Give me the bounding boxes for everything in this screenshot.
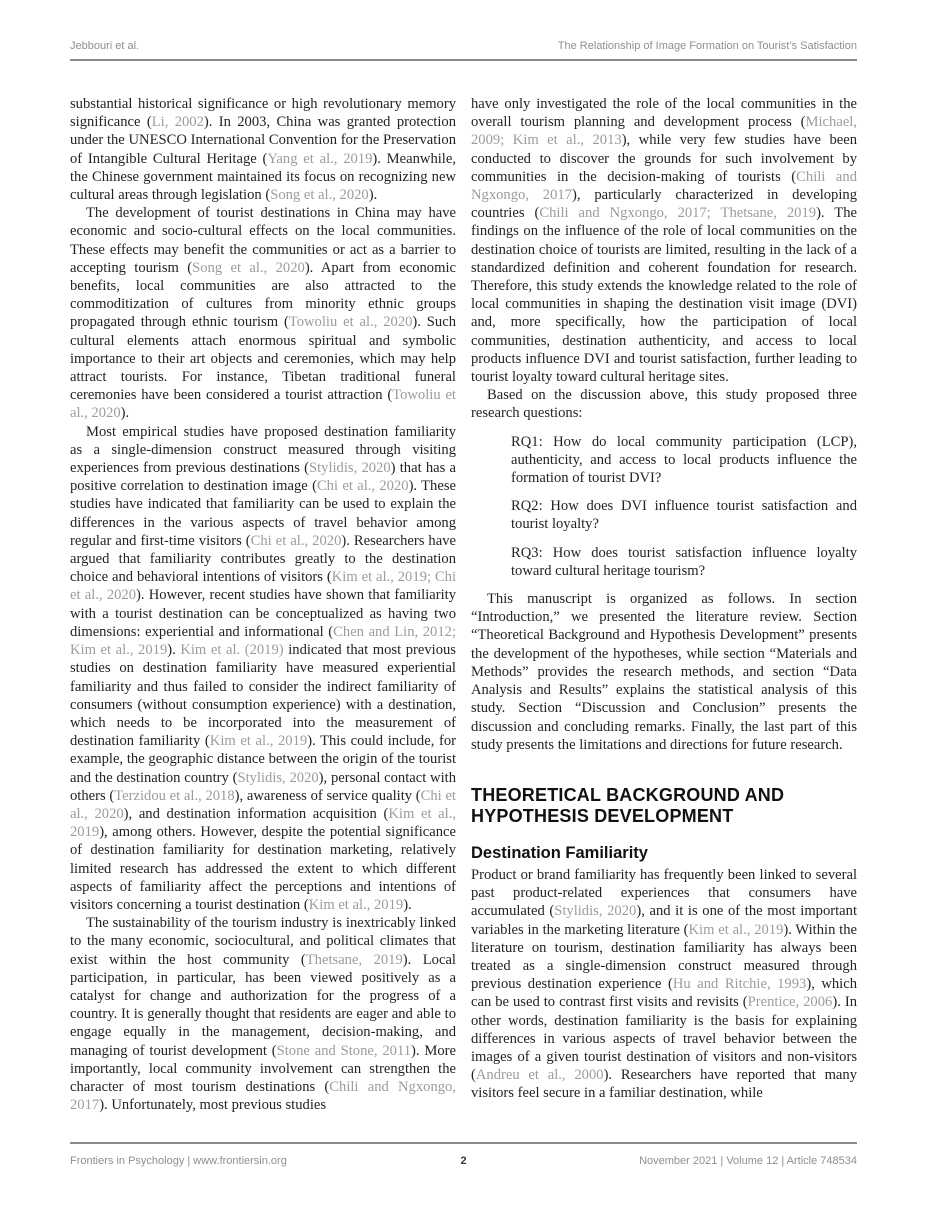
body-paragraph: The development of tourist destinations in China may have economic and socio-cultural effects on the local communities. These effects may benefit the communities or act as a barrier to accepting tourism (Song et al., 2020). Apart from economic benefits, local communities are also attracted to the commoditization of cultures from minority ethnic groups propagated through ethnic tourism (Towoliu et al., 2020). Such cultural elements attach enormous spiritual and symbolic importance to their art objects and ceremonies, which may help attract tourists. For instance, Tibetan traditional funeral ceremonies have been considered a tourist attraction (Towoliu et al., 2020). [70,205,456,422]
citation-link[interactable]: Kim et al., 2019; Chi et al., 2020 [70,569,456,604]
body-paragraph: Based on the discussion above, this study proposed three research questions: [471,387,857,422]
citation-link[interactable]: Michael, 2009; Kim et al., 2013 [471,114,857,149]
body-paragraph: Product or brand familiarity has frequently been linked to several past product-related experiences that consumers have accumulated (Stylidis, 2020), and it is one of the most important variables in the marketing literature (Kim et al., 2019). Within the literature on tourism, destination familiarity has always been treated as a single-dimension construct measured through previous destination experience (Hu and Ritchie, 1993), which can be used to contrast first visits and revisits (Prentice, 2006). In other words, destination familiarity is the basis for explaining differences in various aspects of travel behavior between the images of a given tourist destination of visitors and non-visitors (Andreu et al., 2000). Researchers have reported that many visitors feel secure in a familiar destination, while [471,866,858,1102]
body-paragraph: Most empirical studies have proposed destination familiarity as a single-dimension construct measured through visiting experiences from previous destinations (Stylidis, 2020) that has a positive correlation to destination image (Chi et al., 2020). These studies have indicated that familiarity can be used to explain the differences in the various aspects of travel behavior among regular and first-time visitors (Chi et al., 2020). Researchers have argued that familiarity contributes greatly to the destination choice and behavioral intentions of visitors (Kim et al., 2019; Chi et al., 2020). However, recent studies have shown that familiarity with a tourist destination can be conceptualized as having two dimensions: experiential and informational (Chen and Lin, 2012; Kim et al., 2019). Kim et al. (2019) indicated that most previous studies on destination familiarity have measured experiential familiarity and thus failed to consider the indirect familiarity of consumers (without consumption experience) with a destination, which needs to be incorporated into the measurement of destination familiarity (Kim et al., 2019). This could include, for example, the geographic distance between the origin of the tourist and the destination country (Stylidis, 2020), personal contact with others (Terzidou et al., 2018), awareness of service quality (Chi et al., 2020), and destination information acquisition (Kim et al., 2019), among others. However, despite the potential significance of destination familiarity for destination marketing, relatively limited research has addressed the extent to which different aspects of familiarity affect the perceptions and intentions of visitors concerning a tourist destination (Kim et al., 2019). [70,423,457,913]
citation-link[interactable]: Stylidis, 2020 [308,460,391,477]
citation-link[interactable]: Li, 2002 [151,114,204,131]
citation-link[interactable]: Chi et al., 2020 [316,478,409,495]
citation-link[interactable]: Stylidis, 2020 [237,769,319,786]
citation-link[interactable]: Song et al., 2020 [192,259,305,276]
citation-link[interactable]: Kim et al., 2019 [308,896,404,913]
page-footer [70,1142,857,1167]
left-column [70,95,456,1114]
subsection-heading: Destination Familiarity [471,843,648,862]
right-column [471,95,857,1114]
citation-link[interactable]: Song et al., 2020 [270,187,369,204]
citation-link[interactable]: Stylidis, 2020 [554,903,637,920]
article-body [70,95,857,1114]
citation-link[interactable]: Towoliu et al., 2020 [70,387,456,422]
page-header [70,40,857,61]
citation-link[interactable]: Terzidou et al., 2018 [114,787,235,804]
research-question: RQ3: How does tourist satisfaction influence loyalty toward cultural heritage tourism? [511,544,857,579]
body-paragraph: substantial historical significance or high revolutionary memory significance (Li, 2002). In 2003, China was granted protection under the UNESCO International Convention for the Preservation of Intangible Cultural Heritage (Yang et al., 2019). Meanwhile, the Chinese government maintained its focus on recognizing new cultural areas through legislation (Song et al., 2020). [70,96,456,204]
running-title: The Relationship of Image Formation on Tourist’s Satisfaction [557,40,857,52]
header-divider [70,59,857,61]
citation-link[interactable]: Kim et al., 2019 [209,733,308,750]
citation-link[interactable]: Andreu et al., 2000 [475,1067,604,1084]
body-paragraph: The sustainability of the tourism industry is inextricably linked to the many economic, sociocultural, and political climates that exist within the host community (Thetsane, 2019). Local participation, in particular, has been viewed positively as a catalyst for change and authorization for the progress of a country. It is generally thought that residents are eager and able to engage equally in the management, decision-making, and managing of tourist development (Stone and Stone, 2011). More importantly, local community involvement can strengthen the character of most tourism destinations (Chili and Ngxongo, 2017). Unfortunately, most previous studies [70,915,456,1114]
citation-link[interactable]: Kim et al., 2019 [688,921,784,938]
page-number: 2 [460,1155,467,1167]
footer-journal: Frontiers in Psychology | www.frontiersin.org [70,1155,287,1167]
footer-divider [70,1142,857,1144]
citation-link[interactable]: Hu and Ritchie, 1993 [672,976,807,993]
citation-link[interactable]: Chili and Ngxongo, 2017 [70,1078,456,1114]
citation-link[interactable]: Towoliu et al., 2020 [288,314,413,331]
footer-issue-info: November 2021 | Volume 12 | Article 748534 [639,1155,857,1167]
citation-link[interactable]: Thetsane, 2019 [305,951,403,968]
body-paragraph: have only investigated the role of the local communities in the overall tourism planning and development process (Michael, 2009; Kim et al., 2013), while very few studies have been conducted to discover the grounds for such involvement by communities in the decision-making of tourists (Chili and Ngxongo, 2017), particularly characterized in developing countries (Chili and Ngxongo, 2017; Thetsane, 2019). The findings on the influence of the role of local communities on the destination choice of tourists are limited, resulting in the lack of a standardized definition and coherent foundation for research. Therefore, this study extends the knowledge related to the role of local communities in shaping the destination visit image (DVI) and, more specifically, how the participation of local communities, destination authenticity, and access to local products influence DVI and tourist satisfaction, further leading to tourist loyalty toward cultural heritage sites. [471,96,857,386]
body-paragraph: This manuscript is organized as follows. In section “Introduction,” we presented the literature review. Section “Theoretical Background and Hypothesis Development” presents the development of the hypotheses, while section “Materials and Methods” provides the research methods, and section “Data Analysis and Results” explains the statistical analysis of this study. Section “Discussion and Conclusion” presents the discussion and concluding remarks. Finally, the last part of this study presents the limitations and directions for future research. [471,591,857,753]
research-question: RQ1: How do local community participation (LCP), authenticity, and access to local products influence the formation of tourist DVI? [511,433,857,487]
citation-link[interactable]: Chili and Ngxongo, 2017; Thetsane, 2019 [539,205,817,222]
citation-link[interactable]: Chi et al., 2020 [250,532,342,549]
citation-link[interactable]: Kim et al., 2019 [70,805,456,841]
running-author: Jebbouri et al. [70,40,140,52]
citation-link[interactable]: Kim et al. (2019) [180,642,284,659]
citation-link[interactable]: Prentice, 2006 [747,994,833,1011]
research-question: RQ2: How does DVI influence tourist satisfaction and tourist loyalty? [511,498,857,533]
citation-link[interactable]: Chi et al., 2020 [70,787,456,822]
citation-link[interactable]: Yang et al., 2019 [267,150,373,167]
section-heading: THEORETICAL BACKGROUND AND HYPOTHESIS DEVELOPMENT [471,784,785,826]
citation-link[interactable]: Stone and Stone, 2011 [276,1042,412,1059]
citation-link[interactable]: Chen and Lin, 2012; Kim et al., 2019 [70,623,456,659]
citation-link[interactable]: Chili and Ngxongo, 2017 [471,168,857,204]
